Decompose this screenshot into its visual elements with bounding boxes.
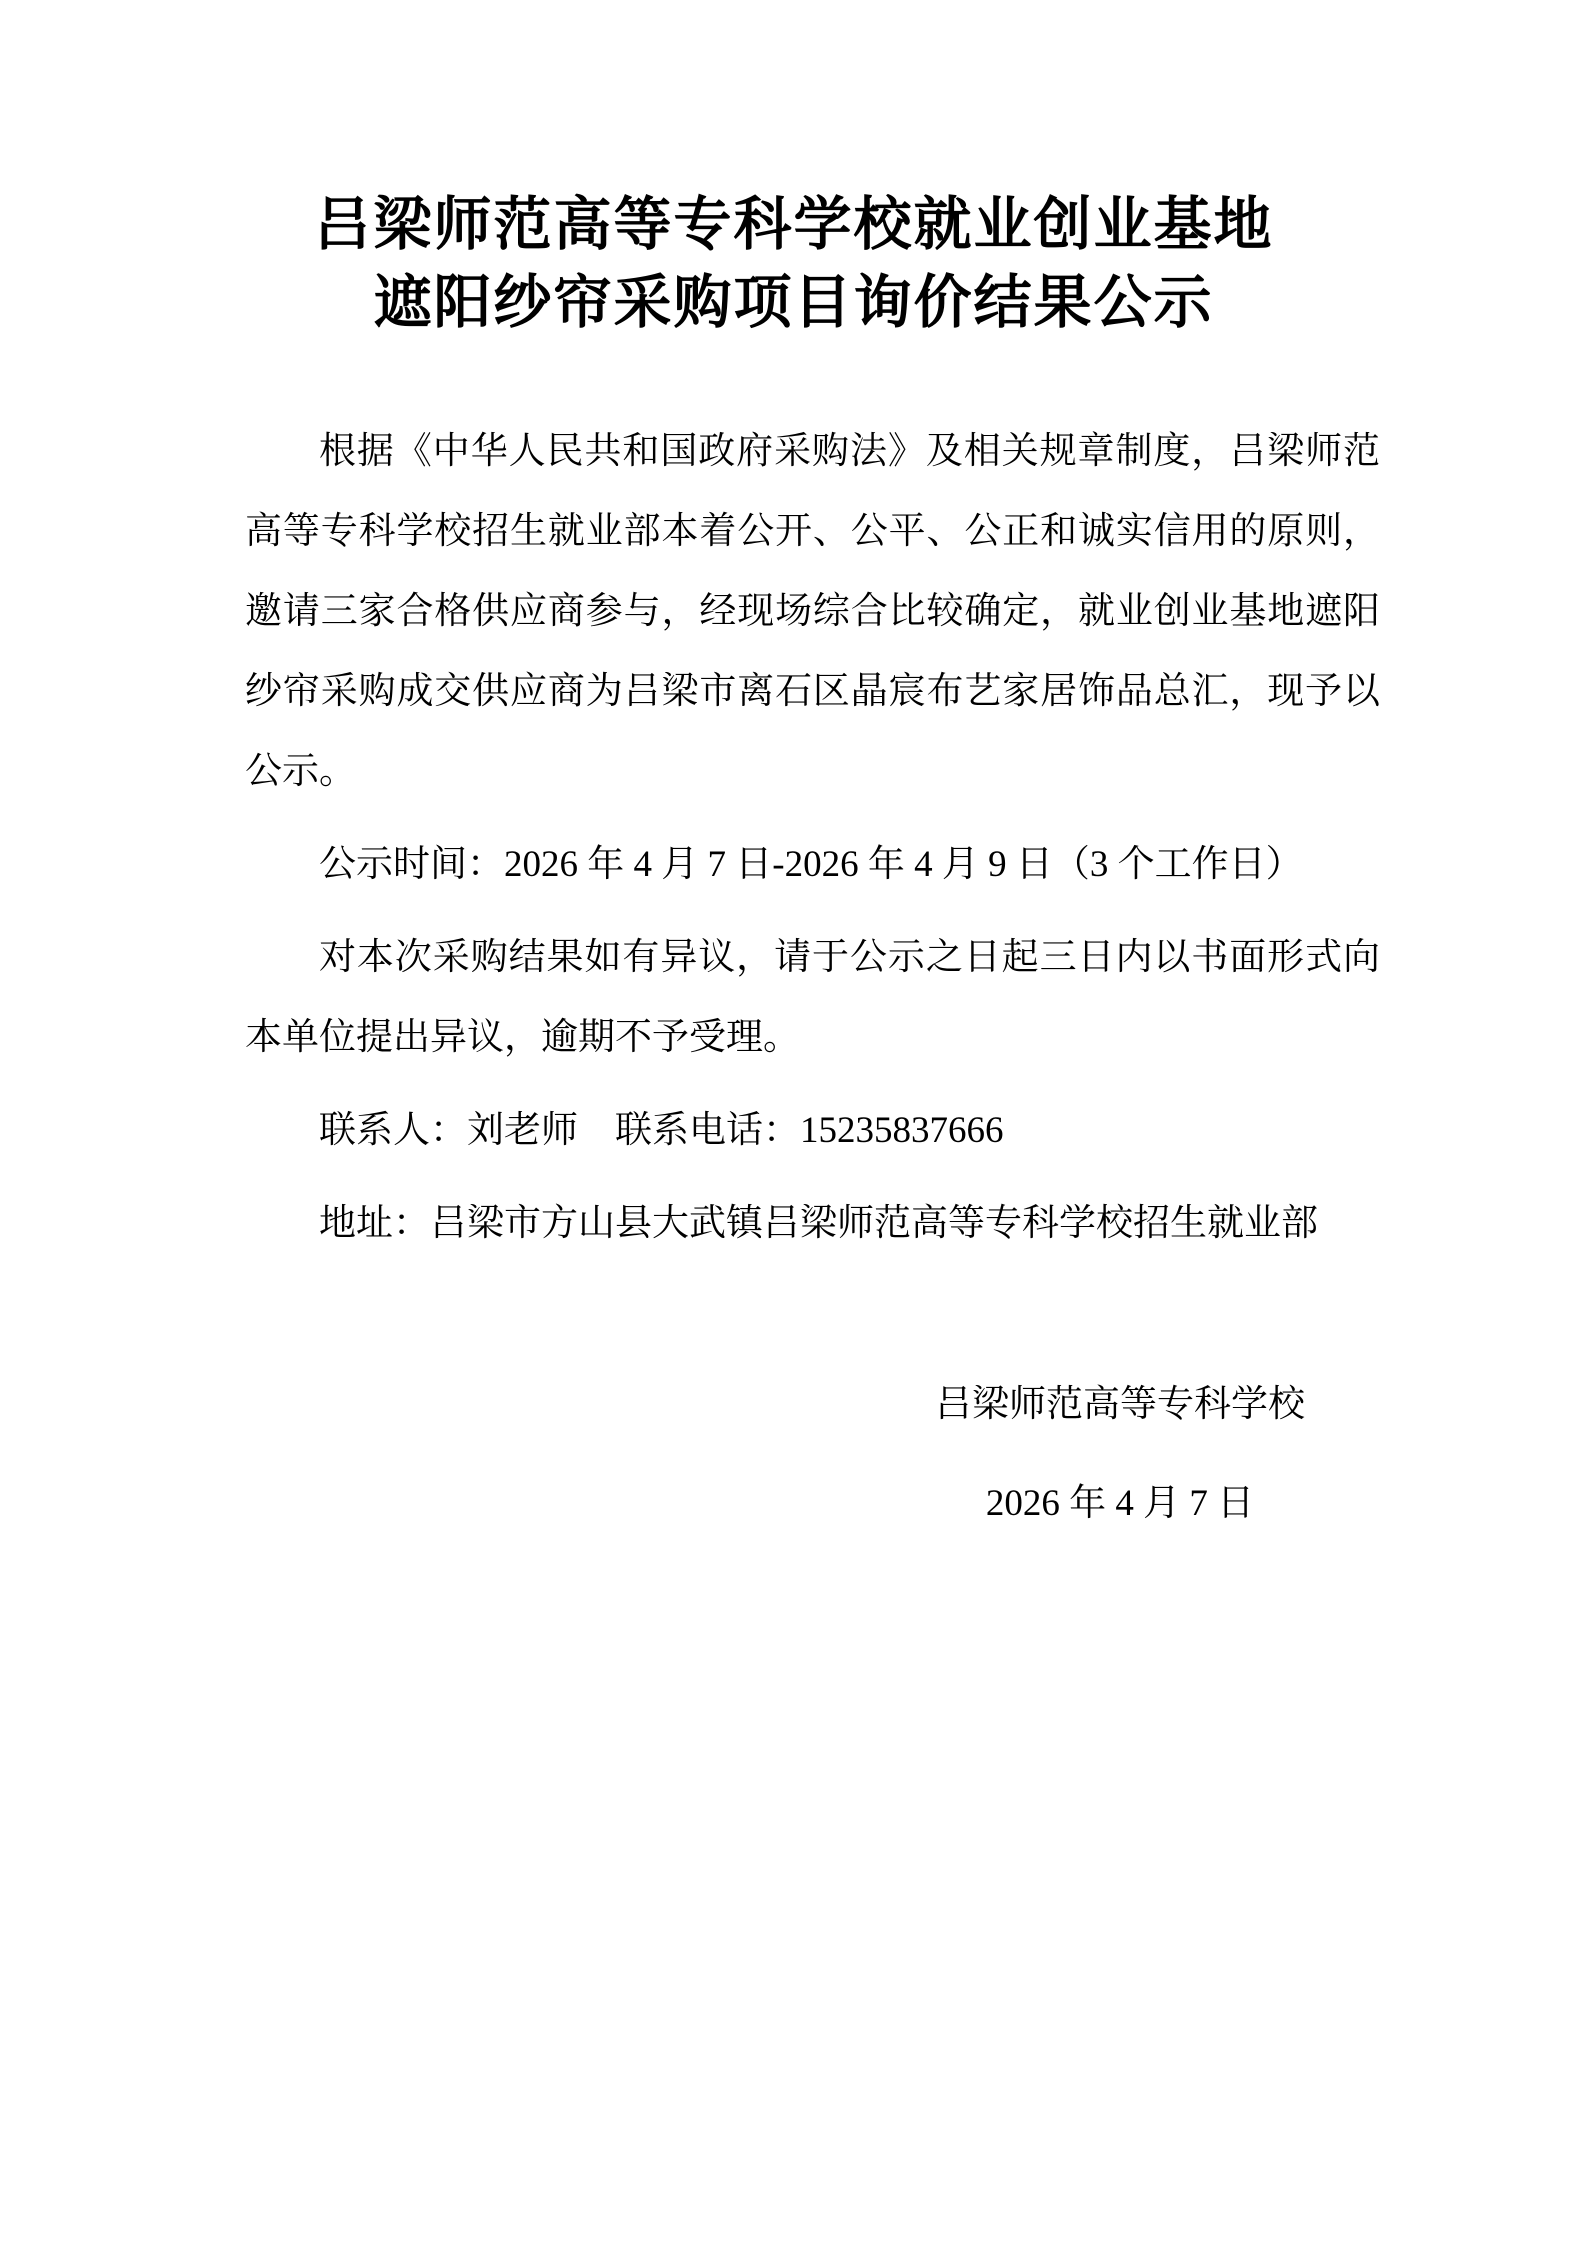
paragraph-objection-notice: 对本次采购结果如有异议，请于公示之日起三日内以书面形式向本单位提出异议，逾期不予受理。 [245, 937, 1380, 1058]
paragraph-publicity-period: 公示时间：2026 年 4 月 7 日-2026 年 4 月 9 日（3 个工作日） [319, 844, 1303, 885]
signature-block [860, 1365, 1380, 1544]
document-title-line-1: 吕梁师范高等专科学校就业创业基地 [313, 192, 1274, 257]
document-title [0, 0, 1587, 342]
paragraph-contact: 联系人：刘老师 联系电话：15235837666 [319, 1110, 1004, 1151]
blank-line-spacer [245, 1277, 1380, 1365]
signature-date: 2026 年 4 月 7 日 [985, 1483, 1255, 1524]
paragraph-address: 地址：吕梁市方山县大武镇吕梁师范高等专科学校招生就业部 [319, 1203, 1318, 1244]
document-title-line-2: 遮阳纱帘采购项目询价结果公示 [373, 270, 1214, 335]
signature-organization: 吕梁师范高等专科学校 [935, 1384, 1305, 1425]
document-body [245, 412, 1380, 1544]
paragraph-intro: 根据《中华人民共和国政府采购法》及相关规章制度，吕梁师范高等专科学校招生就业部本着公开、公平、公正和诚实信用的原则，邀请三家合格供应商参与，经现场综合比较确定，就业创业基地遮阳纱帘采购成交供应商为吕梁市离石区晶宸布艺家居饰品总汇，现予以公示。 [245, 431, 1380, 792]
